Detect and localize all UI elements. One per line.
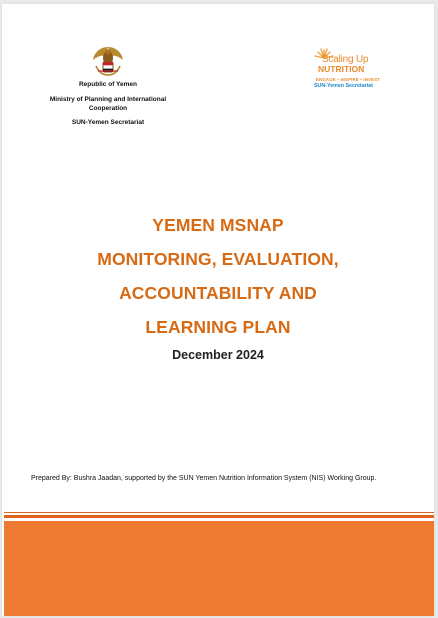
- footer-band: [4, 521, 434, 616]
- prepared-by-text: Prepared By: Bushra Jaadan, supported by the SUN Yemen Nutrition Information System (NIS) Working Group.: [31, 475, 377, 482]
- country-name: Republic of Yemen: [78, 81, 138, 88]
- logo-line-2: NUTRITION: [318, 64, 365, 74]
- yemen-emblem-icon: [90, 44, 126, 78]
- logo-line-1: Scaling Up: [322, 54, 369, 65]
- title-line-1: YEMEN MSNAP: [152, 215, 284, 235]
- header-left: [48, 44, 168, 126]
- logo-tagline: ENGAGE • INSPIRE • INVEST: [316, 77, 381, 82]
- document-title: [2, 208, 434, 362]
- sun-logo: [306, 46, 396, 89]
- title-line-4: LEARNING PLAN: [145, 317, 291, 337]
- title-line-2: MONITORING, EVALUATION,: [97, 249, 339, 269]
- document-date: December 2024: [172, 348, 264, 362]
- separator-line-thick: [4, 515, 434, 518]
- scaling-up-nutrition-logo-icon: [306, 46, 396, 76]
- secretariat-name-right: SUN-Yemen Secretariat: [314, 83, 373, 89]
- separator-line-thin: [4, 512, 434, 513]
- title-line-3: ACCOUNTABILITY AND: [119, 283, 317, 303]
- document-page: [2, 4, 434, 616]
- secretariat-name-left: SUN-Yemen Secretariat: [71, 119, 145, 126]
- ministry-name: Ministry of Planning and International Cooperation: [49, 96, 167, 112]
